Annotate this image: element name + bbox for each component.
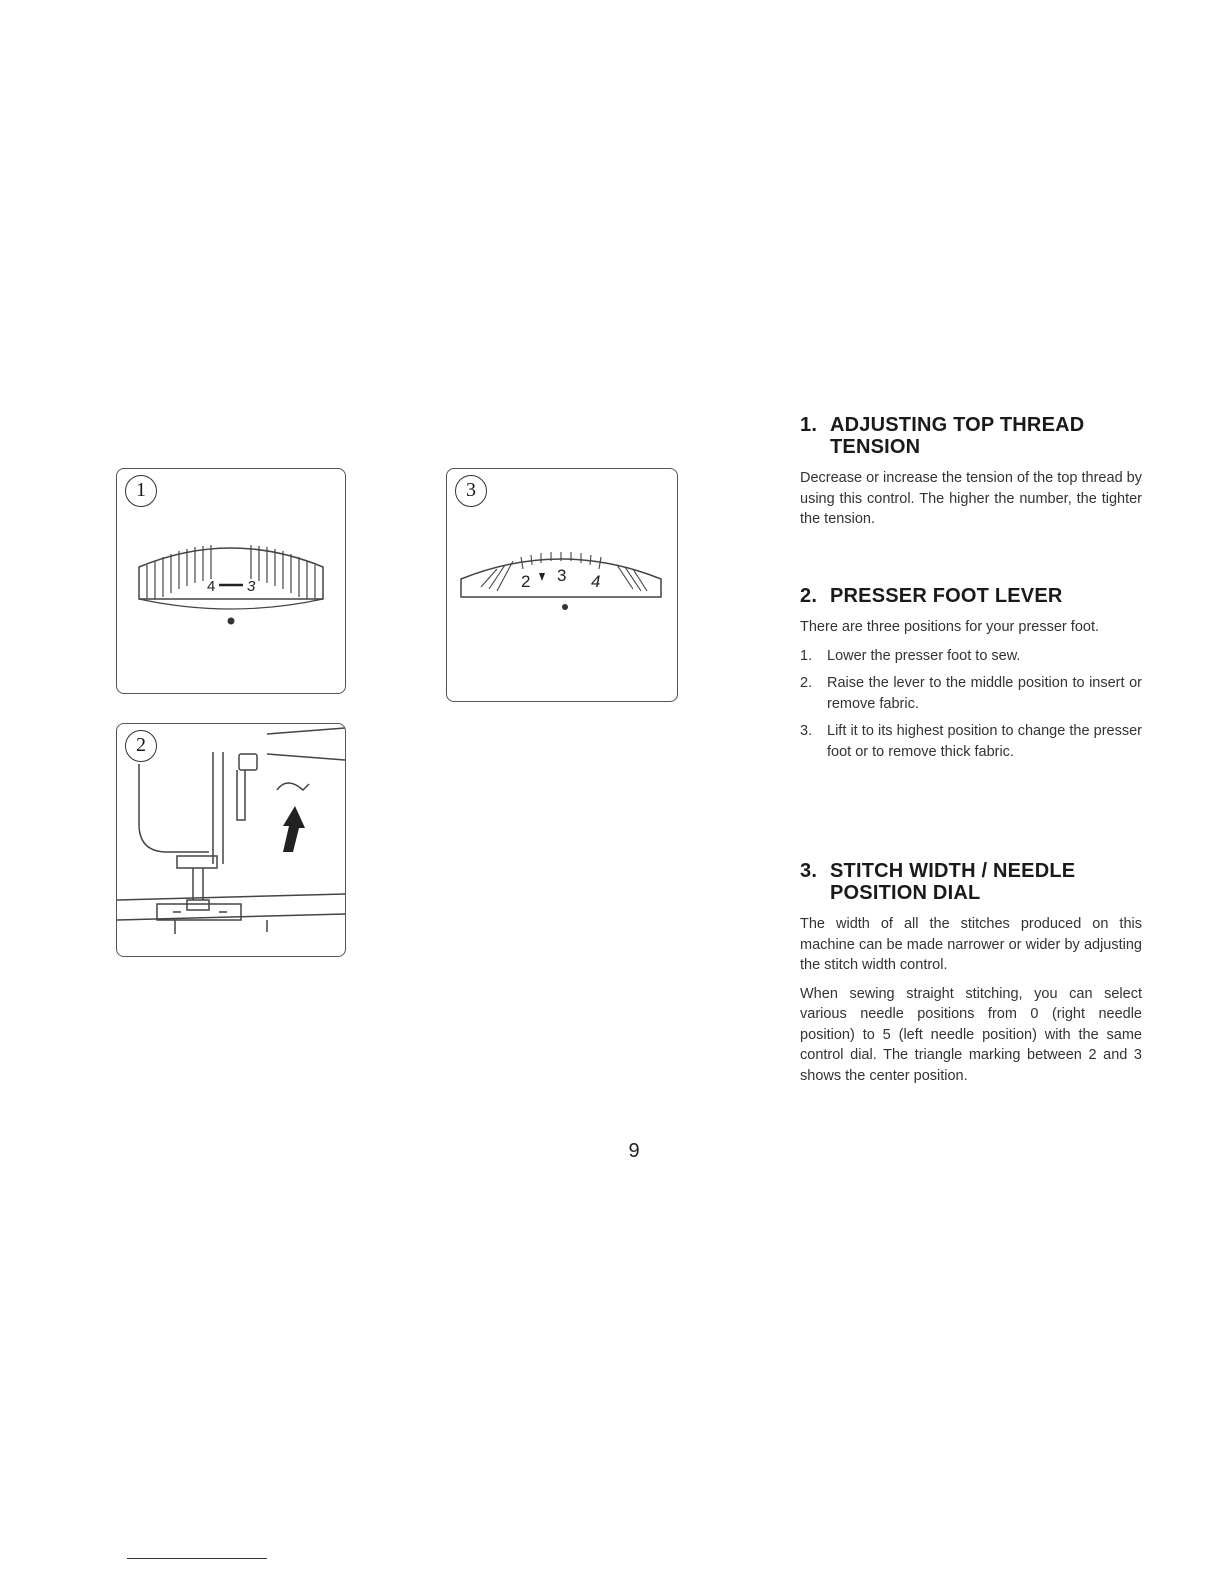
figure-1-tension-dial — [116, 468, 346, 694]
step-item — [800, 721, 1142, 762]
section-3-paragraph-2: When sewing straight stitching, you can select various needle positions from 0 (right needle position) to 5 (left needle position) with the same control dial. The triangle marking between 2 and 3 shows the center position. — [800, 985, 1142, 1084]
section-1-title: ADJUSTING TOP THREAD TENSION — [830, 414, 1085, 458]
section-1-paragraph-1: Decrease or increase the tension of the top thread by using this control. The higher the number, the tighter the tension. — [800, 470, 1142, 527]
step-item — [800, 673, 1142, 714]
section-3-number: 3. — [800, 860, 818, 882]
tension-dial-label-high: 3 — [247, 578, 256, 595]
stitch-dial-mark-3: 3 — [557, 566, 567, 585]
step-text: Raise the lever to the middle position to insert or remove fabric. — [827, 675, 1142, 712]
page-number: 9 — [628, 1140, 640, 1162]
section-stitch-width-dial — [800, 860, 1142, 1094]
figure-2-presser-foot-lever — [116, 723, 346, 957]
tension-dial-label-low: 4 — [207, 578, 216, 595]
stitch-dial-mark-2: 2 — [521, 572, 531, 591]
section-presser-foot-lever — [800, 585, 1142, 769]
section-1-heading — [800, 414, 1142, 458]
footer-rule — [127, 1558, 267, 1559]
step-text: Lower the presser foot to sew. — [827, 647, 1021, 664]
step-text: Lift it to its highest position to change the presser foot or to remove thick fabric. — [827, 723, 1142, 760]
section-1-number: 1. — [800, 414, 818, 436]
section-top-thread-tension — [800, 414, 1142, 538]
step-number: 2. — [800, 675, 813, 691]
section-3-paragraph-1: The width of all the stitches produced on this machine can be made narrower or wider by adjusting the stitch width control. — [800, 916, 1142, 973]
stitch-width-dial-illustration — [447, 469, 677, 701]
section-2-paragraph-1: There are three positions for your presser foot. — [800, 619, 1100, 635]
figure-2-number: 2 — [125, 730, 157, 762]
section-2-heading — [800, 585, 1142, 607]
section-2-number: 2. — [800, 585, 818, 607]
step-number: 1. — [800, 647, 813, 664]
stitch-dial-mark-4: 4 — [591, 572, 601, 591]
section-3-heading — [800, 860, 1142, 904]
figure-1-number: 1 — [125, 475, 157, 507]
presser-foot-lever-illustration — [117, 724, 345, 956]
section-2-title: PRESSER FOOT LEVER — [830, 585, 1063, 607]
step-item — [800, 646, 1142, 667]
figure-3-stitch-width-dial — [446, 468, 678, 702]
figure-3-number: 3 — [455, 475, 487, 507]
step-number: 3. — [800, 723, 813, 739]
section-3-title: STITCH WIDTH / NEEDLE POSITION DIAL — [830, 860, 1076, 904]
presser-foot-steps — [800, 646, 1142, 763]
